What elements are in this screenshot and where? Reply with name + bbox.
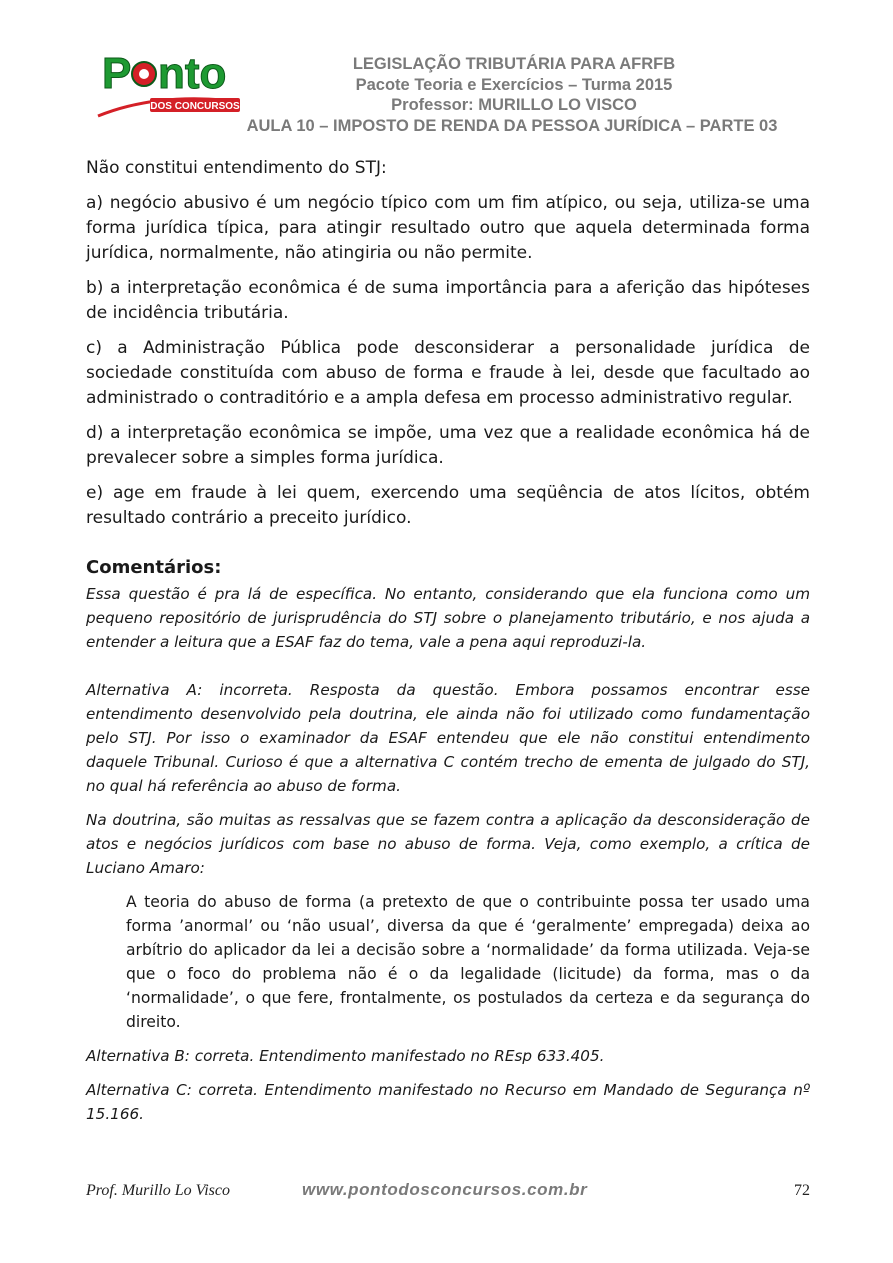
option-c: c) a Administração Pública pode desconsiderar a personalidade jurídica de sociedade constituída com abuso de forma e fraude à lei, desde que facultado ao administrado o contraditório e a ampla defesa em processo administrativo regular. xyxy=(86,338,810,408)
page-body xyxy=(86,156,810,1136)
comment-alternative-a: Alternativa A: incorreta. Resposta da questão. Embora possamos encontrar esse entendimento desenvolvido pela doutrina, ele ainda não foi utilizado como fundamentação pelo STJ. Por isso o examinador da ESAF entendeu que ele não constitui entendimento daquele Tribunal. Curioso é que a alternativa C contém trecho de ementa de julgado do STJ, no qual há referência ao abuso de forma. xyxy=(86,681,810,795)
comment-alternative-b: Alternativa B: correta. Entendimento manifestado no REsp 633.405. xyxy=(86,1047,605,1065)
page-header xyxy=(0,0,893,140)
header-lesson: AULA 10 – IMPOSTO DE RENDA DA PESSOA JURÍDICA – PARTE 03 xyxy=(246,117,778,135)
comments-intro: Essa questão é pra lá de específica. No entanto, considerando que ela funciona como um pequeno repositório de jurisprudência do STJ sobre o planejamento tributário, e nos ajuda a entender a leitura que a ESAF faz do tema, vale a pena aqui reproduzi-la. xyxy=(86,585,810,651)
header-professor: Professor: MURILLO LO VISCO xyxy=(391,96,637,114)
comment-doctrine: Na doutrina, são muitas as ressalvas que se fazem contra a aplicação da desconsideração de atos e negócios jurídicos com base no abuso de forma. Veja, como exemplo, a crítica de Luciano Amaro: xyxy=(86,811,810,877)
comment-alternative-c: Alternativa C: correta. Entendimento manifestado no Recurso em Mandado de Segurança nº 15.166. xyxy=(86,1081,810,1123)
option-e: e) age em fraude à lei quem, exercendo uma seqüência de atos lícitos, obtém resultado contrário a preceito jurídico. xyxy=(86,483,810,528)
ponto-dos-concursos-logo xyxy=(92,48,272,120)
option-b: b) a interpretação econômica é de suma importância para a aferição das hipóteses de incidência tributária. xyxy=(86,278,810,323)
page-footer xyxy=(0,1178,893,1208)
question-statement: Não constitui entendimento do STJ: xyxy=(86,158,387,178)
comments-title: Comentários: xyxy=(86,557,222,578)
svg-text:DOS CONCURSOS: DOS CONCURSOS xyxy=(150,101,240,112)
svg-text:P: P xyxy=(102,49,132,98)
option-a: a) negócio abusivo é um negócio típico com um fim atípico, ou seja, utiliza-se uma forma jurídica típica, para atingir resultado outro que aquela determinada forma jurídica, normalmente, não atingiria ou não permite. xyxy=(86,193,810,263)
option-d: d) a interpretação econômica se impõe, uma vez que a realidade econômica há de prevalecer sobre a simples forma jurídica. xyxy=(86,423,810,468)
footer-website[interactable]: www.pontodosconcursos.com.br xyxy=(302,1180,588,1199)
page-number: 72 xyxy=(794,1182,810,1199)
svg-text:nto: nto xyxy=(158,49,227,98)
header-course-title: LEGISLAÇÃO TRIBUTÁRIA PARA AFRFB xyxy=(352,55,676,73)
doctrine-quote: A teoria do abuso de forma (a pretexto de que o contribuinte possa ter usado uma forma ’anormal’ ou ‘não usual’, diversa da que é ‘geralmente’ empregada) deixa ao arbítrio do aplicador da lei a decisão sobre a ‘normalidade’ da forma utilizada. Veja-se que o foco do problema não é o da legalidade (licitude) da forma, mas o da ‘normalidade’, o que fere, frontalmente, os postulados da certeza e da segurança do direito. xyxy=(126,893,810,1031)
footer-professor: Prof. Murillo Lo Visco xyxy=(86,1182,230,1199)
header-package: Pacote Teoria e Exercícios – Turma 2015 xyxy=(355,76,673,94)
